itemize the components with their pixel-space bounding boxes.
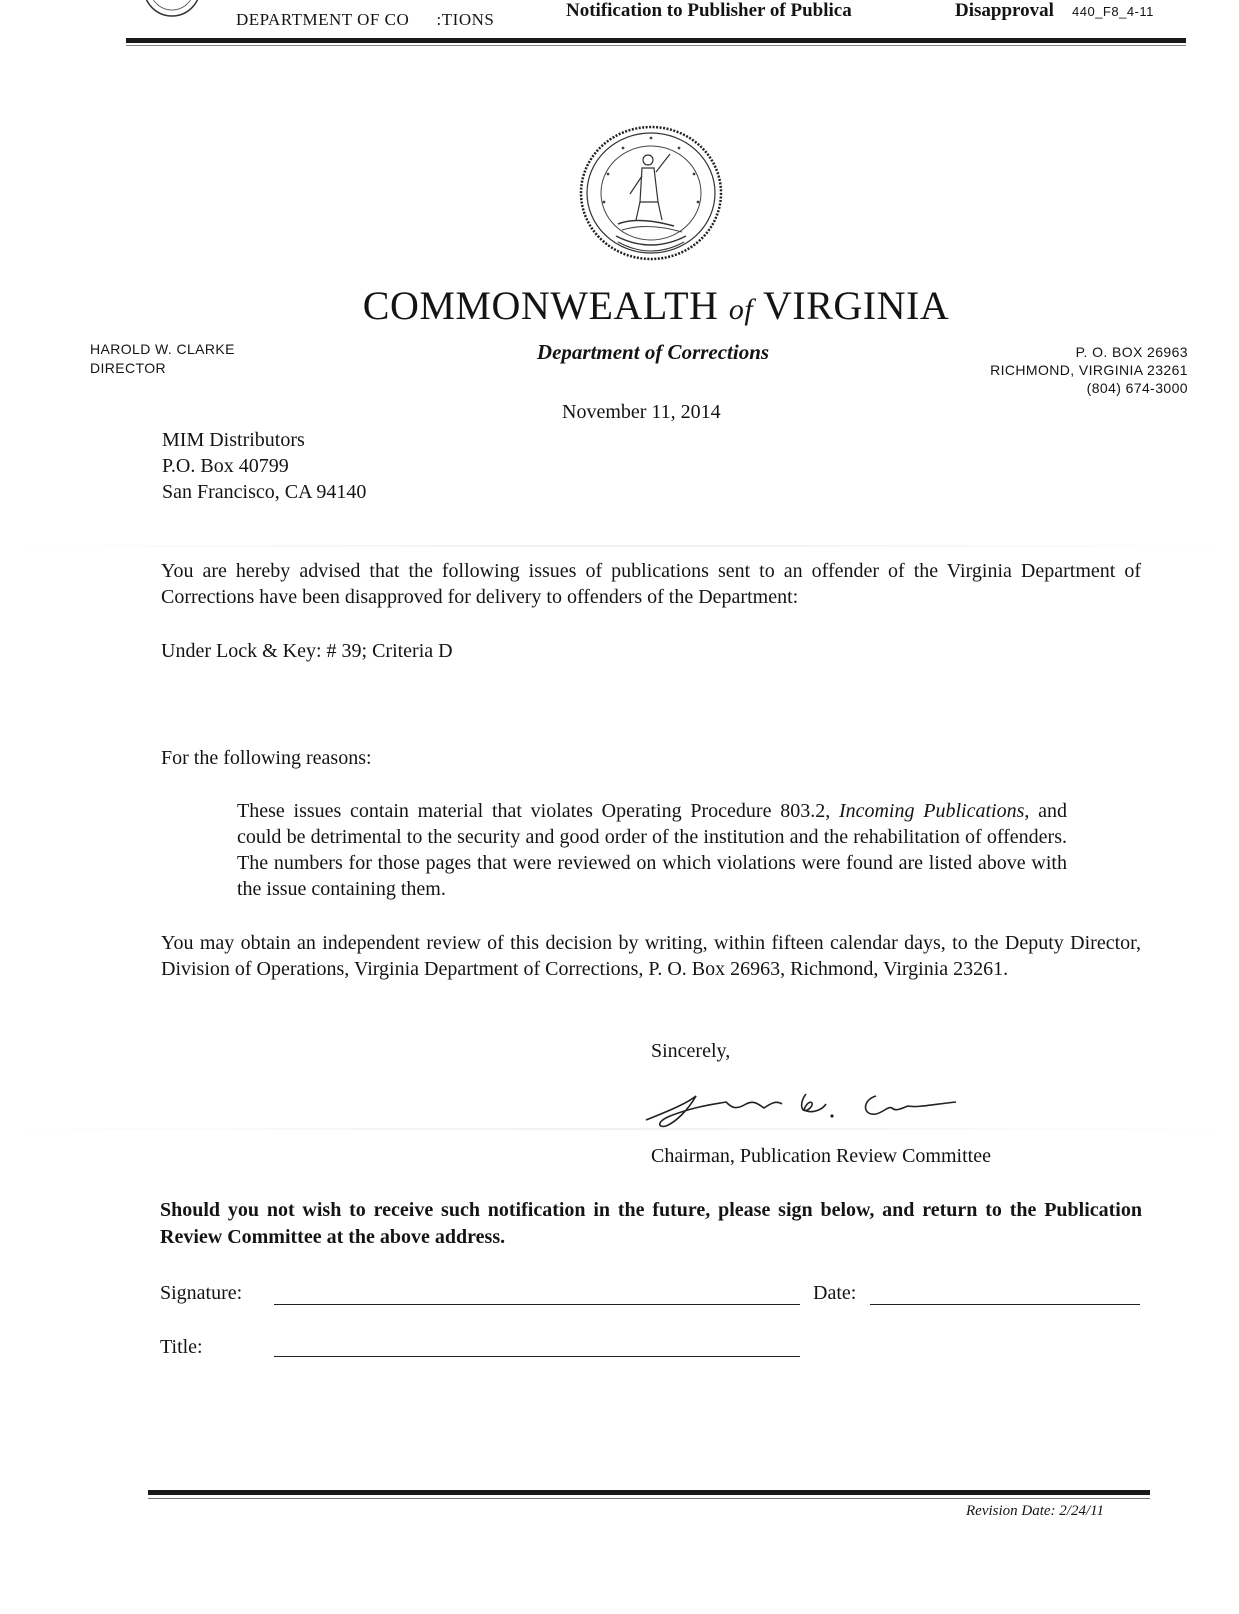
signature-label: Signature: (160, 1282, 243, 1304)
fold-line (0, 545, 1239, 547)
address-city: RICHMOND, VIRGINIA 23261 (990, 362, 1188, 378)
date-label: Date: (813, 1282, 857, 1304)
virginia-seal-icon (578, 124, 724, 262)
reasons-label: For the following reasons: (161, 747, 372, 769)
footer-rule-thin (148, 1498, 1150, 1499)
advisory-paragraph: You are hereby advised that the following issues of publications sent to an offender of the Virginia Department of Corrections have been disapproved for delivery to offenders of the Department: (161, 560, 1141, 608)
director-title: DIRECTOR (90, 360, 167, 376)
header-disapproval: Disapproval (955, 0, 1054, 21)
header-form-number: 440_F8_4-11 (1072, 4, 1154, 19)
title-field[interactable] (274, 1356, 800, 1357)
address-phone: (804) 674-3000 (1086, 380, 1188, 396)
header-notification-title: Notification to Publisher of Publica (566, 0, 852, 21)
header-rule-thin (126, 45, 1186, 46)
recipient-block (162, 427, 366, 505)
director-block (90, 340, 235, 378)
footer-rule (148, 1490, 1150, 1495)
header-rule (126, 38, 1186, 43)
recipient-name: MIM Distributors (162, 429, 305, 451)
recipient-street: P.O. Box 40799 (162, 455, 289, 477)
fold-line (0, 1128, 1239, 1130)
closing: Sincerely, (651, 1040, 731, 1062)
date-field[interactable] (870, 1304, 1140, 1305)
procedure-title: Incoming Publications (838, 800, 1025, 822)
mailing-address (930, 343, 1188, 397)
review-paragraph: You may obtain an independent review of this decision by writing, within fifteen calendar days, to the Deputy Director, Division of Operations, Virginia Department of Corrections, P. O. Box 26963, Richmond, Virginia 23261. (161, 932, 1141, 980)
title-label: Title: (160, 1336, 203, 1358)
signature-field[interactable] (274, 1304, 800, 1305)
director-name: HAROLD W. CLARKE (90, 341, 235, 357)
address-po-box: P. O. BOX 26963 (1075, 344, 1188, 360)
optout-notice: Should you not wish to receive such notification in the future, please sign below, and return to the Publication Review Committee at the above address. (160, 1199, 1142, 1248)
header-seal-icon (140, 0, 204, 22)
revision-date: Revision Date: 2/24/11 (966, 1503, 1105, 1519)
signer-title: Chairman, Publication Review Committee (651, 1145, 991, 1167)
recipient-city: San Francisco, CA 94140 (162, 481, 367, 503)
letterhead-subtitle: Department of Corrections (536, 340, 770, 364)
reason-paragraph: These issues contain material that violates Operating Procedure 803.2, Incoming Publications, and could be detrimental to the security and good order of the institution and the rehabilitation of offenders. The numbers for those pages that were reviewed on which violations were found are listed above with the issue containing them. (237, 800, 1067, 900)
disapproved-issue: Under Lock & Key: # 39; Criteria D (161, 640, 453, 662)
letter-date: November 11, 2014 (562, 401, 721, 423)
header-department: DEPARTMENT OF CO :TIONS (236, 10, 495, 29)
handwritten-signature (636, 1082, 976, 1132)
letterhead-title: COMMONWEALTH of VIRGINIA (362, 283, 950, 328)
